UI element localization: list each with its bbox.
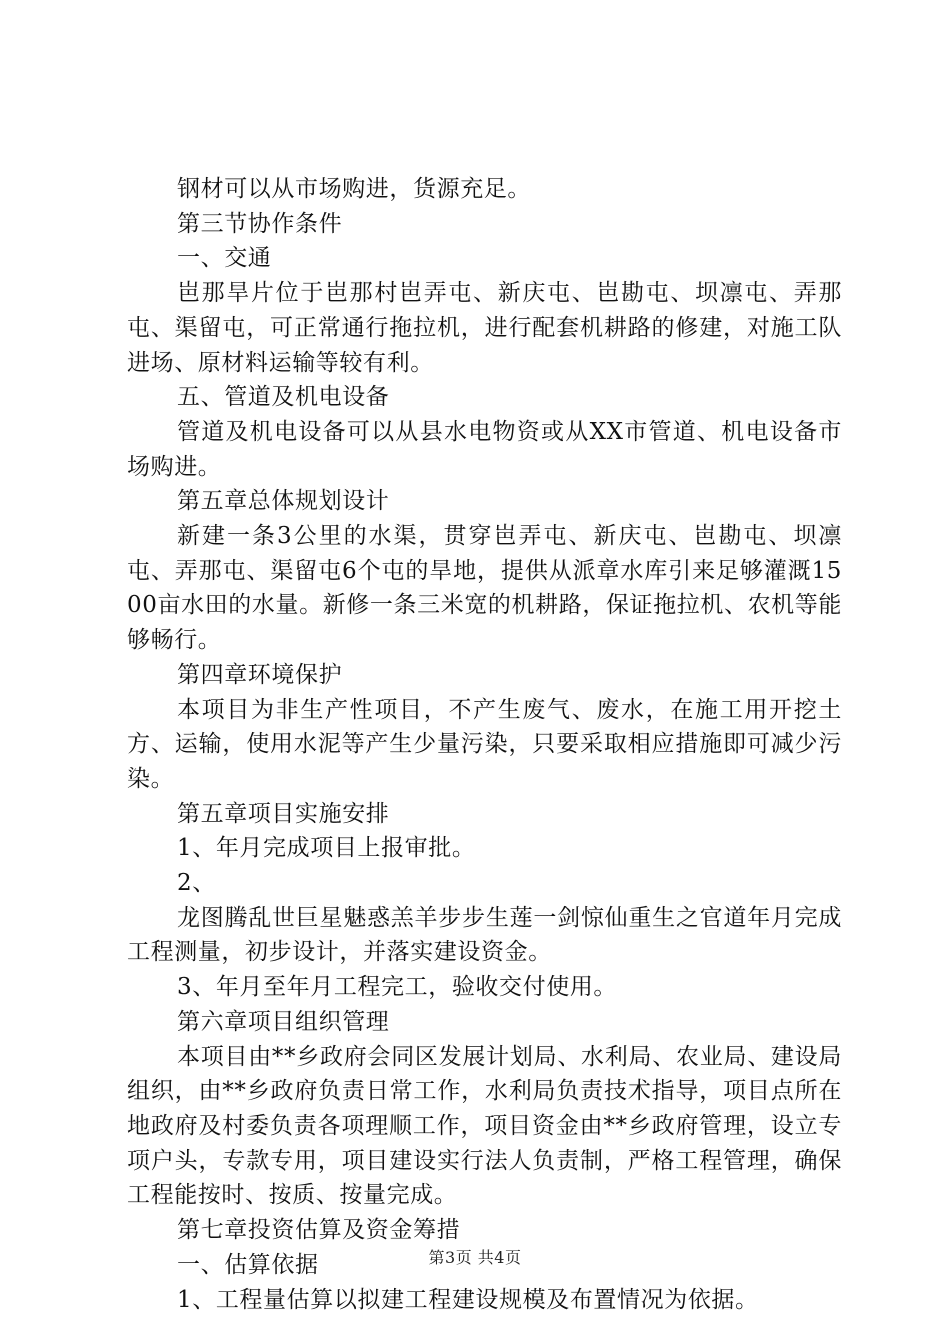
- paragraph: 本项目由**乡政府会同区发展计划局、水利局、农业局、建设局组织，由**乡政府负责日常工作，水利局负责技术指导，项目点所在地政府及村委负责各项理顺工作，项目资金由**乡政府管理，设立专项户头，专款专用，项目建设实行法人负责制，严格工程管理，确保工程能按时、按质、按量完成。: [127, 1043, 842, 1209]
- paragraph: 新建一条3公里的水渠，贯穿岜弄屯、新庆屯、岜勘屯、坝凛屯、弄那屯、渠留屯6个屯的旱地，提供从派章水库引来足够灌溉1500亩水田的水量。新修一条三米宽的机耕路，保证拖拉机、农机等能够畅行。: [127, 523, 842, 654]
- subsection-heading: 一、交通: [177, 245, 272, 272]
- chapter-heading: 第六章项目组织管理: [177, 1008, 390, 1035]
- paragraph: 管道及机电设备可以从县水电物资或从XX市管道、机电设备市场购进。: [127, 418, 842, 480]
- section-heading: 第三节协作条件: [177, 210, 343, 237]
- list-item: 2、: [177, 870, 216, 897]
- chapter-heading: 第四章环境保护: [177, 661, 343, 688]
- list-item: 1、年月完成项目上报审批。: [177, 835, 476, 862]
- page-footer: 第3页 共4页: [428, 1248, 522, 1267]
- chapter-heading: 第五章总体规划设计: [177, 488, 390, 515]
- list-item: 1、工程量估算以拟建工程建设规模及布置情况为依据。: [177, 1286, 759, 1313]
- subsection-heading: 五、管道及机电设备: [177, 384, 390, 411]
- chapter-heading: 第七章投资估算及资金筹措: [177, 1217, 461, 1244]
- document-body: [127, 172, 842, 1317]
- chapter-heading: 第五章项目实施安排: [177, 800, 390, 827]
- list-item: 3、年月至年月工程完工，验收交付使用。: [177, 974, 618, 1001]
- paragraph: 钢材可以从市场购进，货源充足。: [177, 176, 531, 202]
- paragraph: 岜那旱片位于岜那村岜弄屯、新庆屯、岜勘屯、坝凛屯、弄那屯、渠留屯，可正常通行拖拉机，进行配套机耕路的修建，对施工队进场、原材料运输等较有利。: [127, 280, 842, 376]
- paragraph: 本项目为非生产性项目，不产生废气、废水，在施工用开挖土方、运输，使用水泥等产生少量污染，只要采取相应措施即可减少污染。: [127, 696, 842, 792]
- subsection-heading: 一、估算依据: [177, 1251, 319, 1278]
- paragraph: 龙图腾乱世巨星魅惑羔羊步步生莲一剑惊仙重生之官道年月完成工程测量，初步设计，并落实建设资金。: [127, 904, 842, 966]
